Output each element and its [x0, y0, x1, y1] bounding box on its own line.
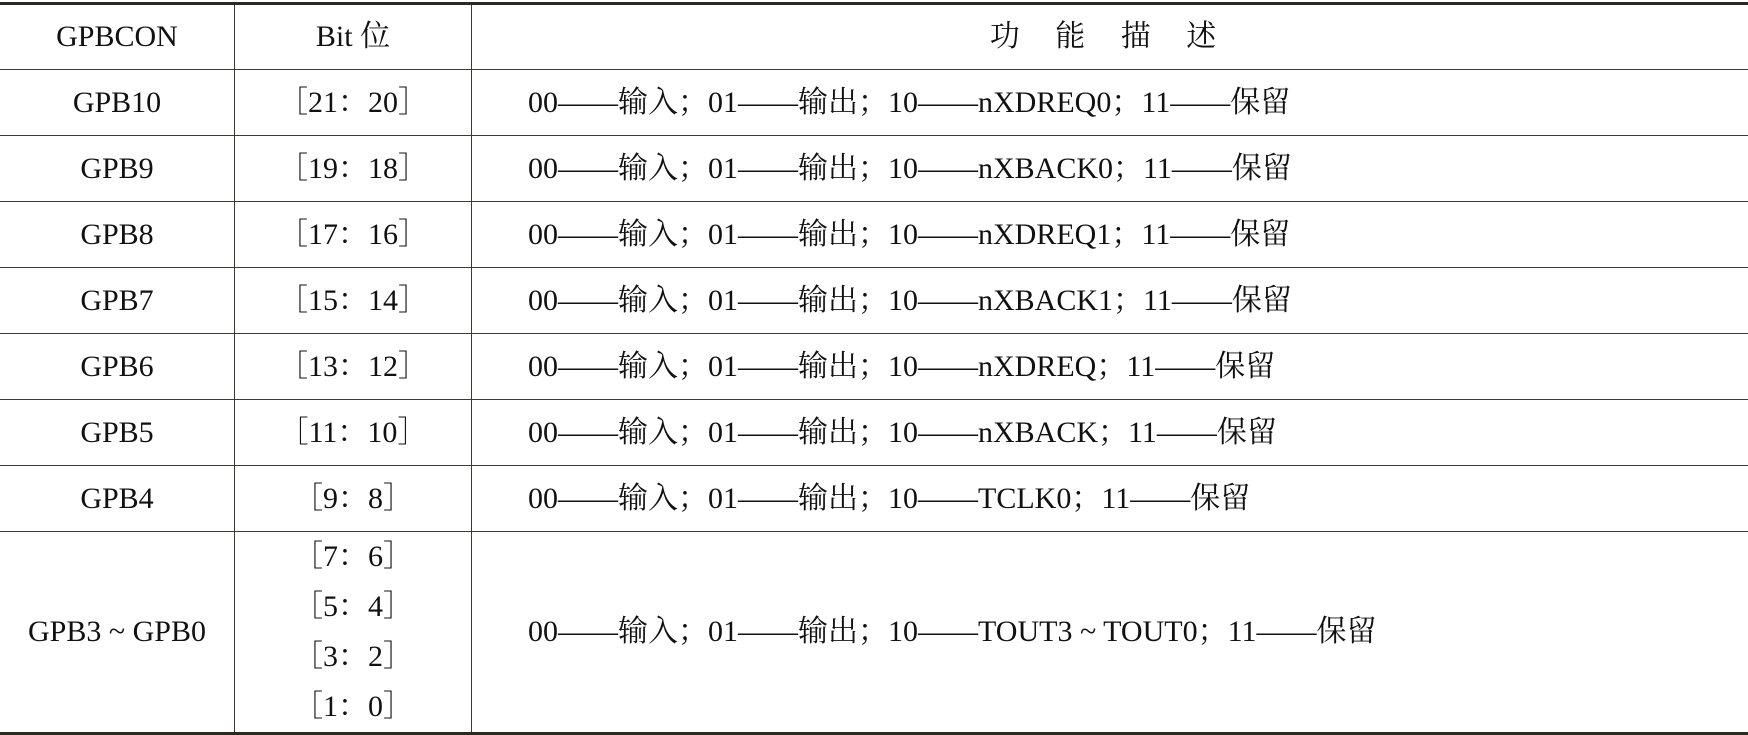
- pin-name-cell: GPB10: [0, 70, 235, 136]
- pin-name-cell: GPB8: [0, 202, 235, 268]
- table-row: [0, 136, 1748, 202]
- bit-range-cell: ［9：8］: [235, 466, 472, 532]
- bit-range-item: ［7：6］: [293, 532, 413, 582]
- bit-range-cell: ［21：20］: [235, 70, 472, 136]
- bit-range-cell: ［19：18］: [235, 136, 472, 202]
- bit-range-cell: ［11：10］: [235, 400, 472, 466]
- table-row: [0, 400, 1748, 466]
- description-cell: 00——输入；01——输出；10——nXDREQ1；11——保留: [472, 202, 1748, 268]
- bit-range-stack: [235, 532, 471, 732]
- bit-range-stack-cell: [235, 532, 472, 734]
- description-cell: 00——输入；01——输出；10——TOUT3 ~ TOUT0；11——保留: [472, 532, 1748, 734]
- description-cell: 00——输入；01——输出；10——nXBACK；11——保留: [472, 400, 1748, 466]
- description-cell: 00——输入；01——输出；10——nXBACK0；11——保留: [472, 136, 1748, 202]
- header-description: 功 能 描 述: [472, 4, 1748, 70]
- table-row: [0, 70, 1748, 136]
- description-cell: 00——输入；01——输出；10——nXBACK1；11——保留: [472, 268, 1748, 334]
- pin-name-cell: GPB4: [0, 466, 235, 532]
- bit-range-cell: ［15：14］: [235, 268, 472, 334]
- bit-range-item: ［5：4］: [293, 582, 413, 632]
- table-row: [0, 532, 1748, 734]
- description-cell: 00——输入；01——输出；10——nXDREQ；11——保留: [472, 334, 1748, 400]
- gpbcon-register-table: [0, 2, 1748, 735]
- table-row: [0, 202, 1748, 268]
- table-row: [0, 466, 1748, 532]
- pin-name-cell: GPB9: [0, 136, 235, 202]
- table-row: [0, 268, 1748, 334]
- pin-name-cell: GPB3 ~ GPB0: [0, 532, 235, 734]
- table-header-row: [0, 4, 1748, 70]
- header-bit: Bit 位: [235, 4, 472, 70]
- bit-range-item: ［1：0］: [293, 682, 413, 732]
- description-cell: 00——输入；01——输出；10——TCLK0；11——保留: [472, 466, 1748, 532]
- bit-range-cell: ［13：12］: [235, 334, 472, 400]
- description-cell: 00——输入；01——输出；10——nXDREQ0；11——保留: [472, 70, 1748, 136]
- pin-name-cell: GPB7: [0, 268, 235, 334]
- bit-range-item: ［3：2］: [293, 632, 413, 682]
- table-row: [0, 334, 1748, 400]
- bit-range-cell: ［17：16］: [235, 202, 472, 268]
- header-gpbcon: GPBCON: [0, 4, 235, 70]
- pin-name-cell: GPB5: [0, 400, 235, 466]
- pin-name-cell: GPB6: [0, 334, 235, 400]
